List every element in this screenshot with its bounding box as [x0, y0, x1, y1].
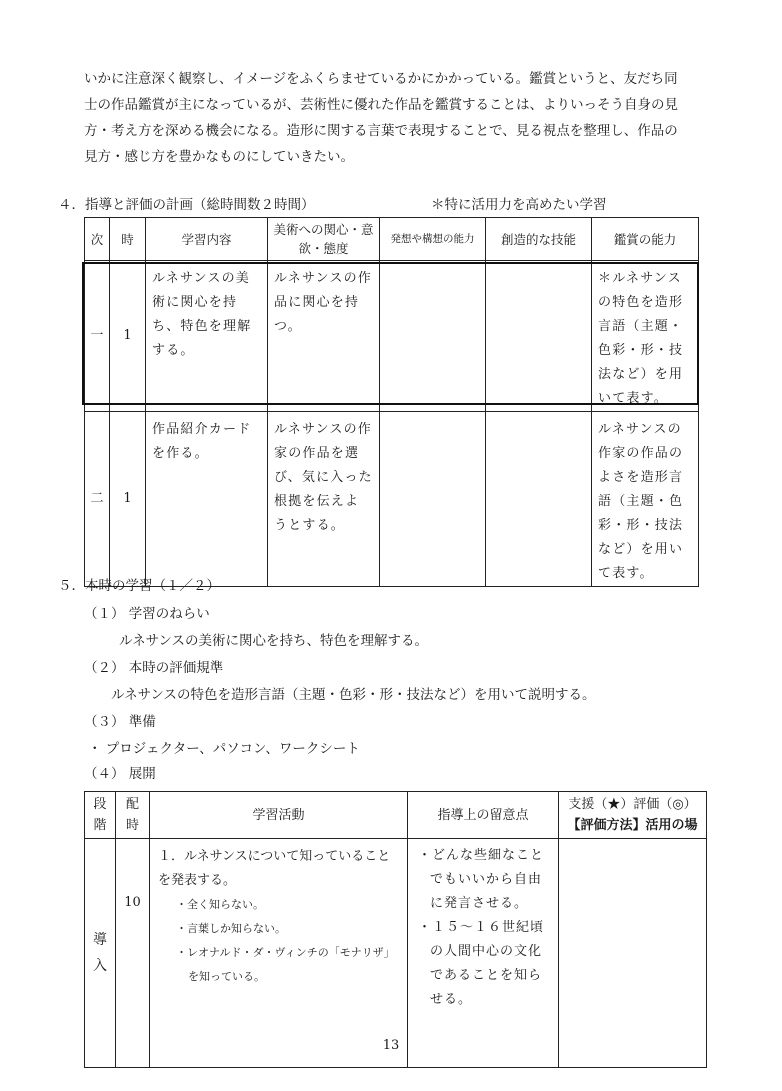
- header-support-line1: 支援（★）評価（◎）: [568, 797, 697, 812]
- activity-sub: ・レオナルド・ダ・ヴィンチの「モナリザ」: [176, 946, 395, 959]
- activity-sub: ・全く知らない。: [176, 898, 264, 911]
- aim-label: （１） 学習のねらい: [84, 606, 210, 622]
- stage-line1: 導: [93, 932, 107, 948]
- flow-row: [85, 839, 707, 1068]
- cell-tsugi: 二: [85, 412, 110, 587]
- header-skill: 創造的な技能: [486, 218, 592, 261]
- cell-content: 作品紹介カードを作る。: [146, 412, 268, 587]
- criteria-text: ルネサンスの特色を造形言語（主題・色彩・形・技法など）を用いて説明する。: [111, 687, 596, 703]
- intro-line: 方・考え方を深める機会になる。造形に関する言葉で表現することで、見る視点を整理し、作品の: [84, 123, 678, 139]
- plan-table: [84, 217, 699, 587]
- cell-idea: [380, 412, 486, 587]
- header-support: [559, 792, 707, 839]
- section4-heading: [58, 193, 658, 213]
- cell-skill: [486, 412, 592, 587]
- intro-line: 見方・感じ方を豊かなものにしていきたい。: [84, 149, 354, 165]
- stage-line2: 入: [93, 958, 107, 974]
- cell-interest: ルネサンスの作品に関心を持つ。: [268, 261, 380, 412]
- prep-text: ・ プロジェクター、パソコン、ワークシート: [88, 741, 360, 757]
- header-minutes-line1: 配: [125, 797, 139, 812]
- header-minutes-line2: 時: [125, 818, 139, 833]
- page-number: 13: [382, 1038, 400, 1053]
- criteria-label: （２） 本時の評価規準: [84, 660, 224, 676]
- plan-row: [85, 261, 699, 412]
- intro-paragraph: [84, 66, 724, 170]
- section5-heading: ５．本時の学習（１／２）: [58, 578, 220, 594]
- cell-activity: [150, 839, 408, 1068]
- header-tsugi: 次: [85, 218, 110, 261]
- cell-appreciation: ＊ルネサンスの特色を造形言語（主題・色彩・形・技法など）を用いて表す。: [592, 261, 699, 412]
- header-stage: [85, 792, 116, 839]
- header-interest: [268, 218, 380, 261]
- header-points: 指導上の留意点: [408, 792, 559, 839]
- point-item: ・１５～１６世紀頃の人間中心の文化であることを知らせる。: [418, 920, 545, 1007]
- cell-support: [559, 839, 707, 1068]
- activity-sub: ・言葉しか知らない。: [176, 922, 286, 935]
- plan-header-row: [85, 218, 699, 261]
- cell-interest: ルネサンスの作家の作品を選び、気に入った根拠を伝えようとする。: [268, 412, 380, 587]
- plan-row: [85, 412, 699, 587]
- develop-label: （４） 展開: [84, 766, 156, 782]
- cell-appreciation: ルネサンスの作家の作品のよさを造形言語（主題・色彩・形・技法など）を用いて表す。: [592, 412, 699, 587]
- cell-skill: [486, 261, 592, 412]
- activity-sub: を知っている。: [188, 970, 265, 983]
- activity-main: １．ルネサンスについて知っていること: [158, 849, 391, 864]
- section4-note: ＊特に活用力を高めたい学習: [431, 197, 607, 213]
- aim-text: ルネサンスの美術に関心を持ち、特色を理解する。: [119, 633, 429, 649]
- prep-label: （３） 準備: [84, 714, 156, 730]
- header-idea: 発想や構想の能力: [380, 218, 486, 261]
- section4-title: ４．指導と評価の計画（総時間数２時間）: [58, 197, 315, 213]
- header-content: 学習内容: [146, 218, 268, 261]
- cell-stage: [85, 839, 116, 1068]
- header-activity: 学習活動: [150, 792, 408, 839]
- cell-idea: [380, 261, 486, 412]
- flow-table: [84, 791, 707, 1068]
- cell-content: ルネサンスの美術に関心を持ち、特色を理解する。: [146, 261, 268, 412]
- header-ji: 時: [110, 218, 146, 261]
- flow-header-row: [85, 792, 707, 839]
- point-item: ・どんな些細なことでもいいから自由に発言させる。: [418, 848, 545, 911]
- cell-ji: 1: [110, 412, 146, 587]
- cell-tsugi: 一: [85, 261, 110, 412]
- header-stage-line1: 段: [93, 797, 107, 812]
- cell-ji: 1: [110, 261, 146, 412]
- header-minutes: [116, 792, 150, 839]
- header-support-line2: 【評価方法】活用の場: [567, 818, 698, 833]
- cell-points: [408, 839, 559, 1068]
- header-stage-line2: 階: [93, 818, 107, 833]
- intro-line: いかに注意深く観察し、イメージをふくらませているかにかかっている。鑑賞というと、友だち同: [84, 71, 678, 87]
- intro-line: 士の作品鑑賞が主になっているが、芸術性に優れた作品を鑑賞することは、よりいっそう自身の見: [84, 97, 678, 113]
- header-appreciation: 鑑賞の能力: [592, 218, 699, 261]
- cell-minutes: 10: [116, 839, 150, 1068]
- header-interest-line1: 美術への関心・意: [273, 222, 374, 237]
- activity-main: を発表する。: [158, 873, 237, 888]
- header-interest-line2: 欲・態度: [298, 241, 349, 256]
